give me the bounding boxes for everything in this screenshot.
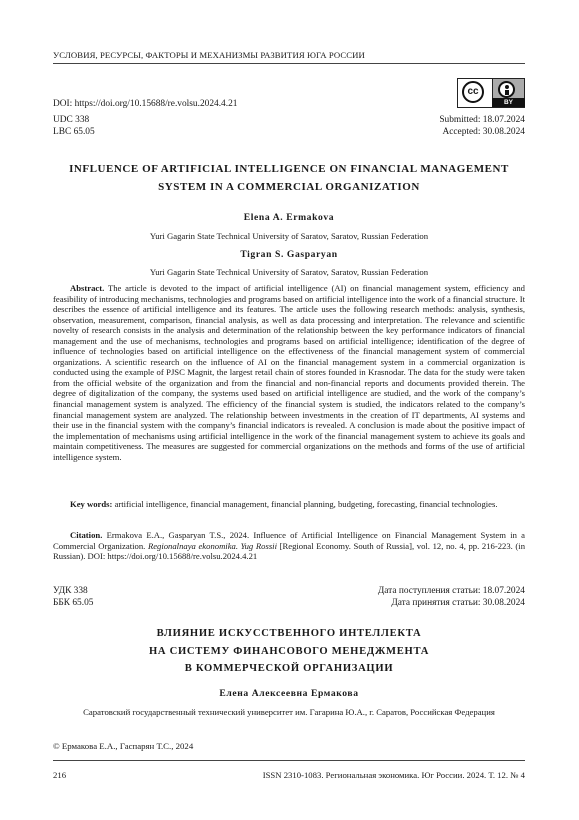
cc-icon: cc [462, 81, 484, 103]
doi-link[interactable]: DOI: https://doi.org/10.15688/re.volsu.2024.4.21 [53, 99, 238, 109]
citation [53, 530, 525, 562]
article-title-en [53, 160, 525, 196]
title-en-line-2: SYSTEM IN A COMMERCIAL ORGANIZATION [158, 181, 420, 193]
cc-section [458, 79, 493, 107]
cc-by-license-badge[interactable] [457, 78, 525, 108]
title-ru-line-2: НА СИСТЕМУ ФИНАНСОВОГО МЕНЕДЖМЕНТА [148, 645, 430, 657]
accepted-date: Accepted: 30.08.2024 [442, 127, 525, 137]
citation-text-1: Ermakova E.A., Gasparyan T.S., 2024. Influence of Artificial Intelligence on Financial Management System in a Commercial Organization. [53, 530, 526, 551]
submitted-date: Submitted: 18.07.2024 [439, 115, 525, 125]
title-ru-line-1: ВЛИЯНИЕ ИСКУССТВЕННОГО ИНТЕЛЛЕКТА [156, 628, 422, 639]
citation-label: Citation. [70, 530, 103, 540]
abstract [53, 283, 525, 462]
by-label: BY [492, 98, 525, 107]
udk-ru: УДК 338 [53, 586, 88, 596]
author-name-ru: Елена Алексеевна Ермакова [219, 688, 359, 699]
title-en-line-1: INFLUENCE OF ARTIFICIAL INTELLIGENCE ON FINANCIAL MANAGEMENT [69, 163, 509, 175]
keywords [53, 499, 525, 510]
footer-divider [53, 760, 525, 761]
attribution-person-icon [498, 81, 515, 98]
copyright: © Ермакова Е.А., Гаспарян Т.С., 2024 [53, 741, 194, 751]
running-header: УСЛОВИЯ, РЕСУРСЫ, ФАКТОРЫ И МЕХАНИЗМЫ РАЗВИТИЯ ЮГА РОССИИ [53, 50, 525, 64]
author-name-2: Tigran S. Gasparyan [240, 249, 338, 260]
page-number: 216 [53, 770, 67, 780]
citation-journal: Regionalnaya ekonomika. Yug Rossii [147, 540, 277, 551]
author-affiliation-1: Yuri Gagarin State Technical University of Saratov, Saratov, Russian Federation [149, 231, 429, 241]
author-affiliation-2: Yuri Gagarin State Technical University of Saratov, Saratov, Russian Federation [149, 267, 429, 277]
article-title-ru [53, 625, 525, 678]
citation-text-2: [Regional Economy. South of Russia], vol. 12, no. 4, pp. 216-223. (in Russian). DOI: https://doi.org/10.15688/re.volsu.2024.4.21 [53, 540, 526, 562]
accepted-date-ru: Дата принятия статьи: 30.08.2024 [391, 598, 525, 608]
title-ru-line-3: В КОММЕРЧЕСКОЙ ОРГАНИЗАЦИИ [184, 663, 394, 674]
footer-journal: ISSN 2310-1083. Региональная экономика. Юг России. 2024. Т. 12. № 4 [262, 770, 525, 780]
author-affiliation-ru: Саратовский государственный технический университет им. Гагарина Ю.А., г. Саратов, Российская Федерация [83, 707, 495, 717]
lbc: LBC 65.05 [53, 127, 95, 137]
keywords-text: artificial intelligence, financial management, financial planning, budgeting, forecasting, financial technologies. [114, 499, 498, 509]
author-name-1: Elena A. Ermakova [243, 212, 335, 223]
bbk-ru: ББК 65.05 [53, 598, 94, 608]
abstract-label: Abstract. [70, 283, 105, 293]
keywords-label: Key words: [70, 499, 113, 509]
abstract-text: The article is devoted to the impact of artificial intelligence (AI) on financial management system, efficiency and feasibility of introducing mechanisms, technologies and programs based on artificial intelligence into the work of a financial structure. It describes the essence of artificial intelligence and its features. The article uses the following research methods: analysis, synthesis, observation, measurement, comparison, financial analysis, as well as data processing and interpretation. The relevance and scientific novelty of research consists in the analysis and determination of the relationship between the key performance indicators of financial management and the use of mechanisms, technologies and programs based on artificial intelligence; identification of the degree of influence of technologies based on artificial intelligence on the effectiveness of the financial management system of commercial organizations. A scientific research on the influence of AI on the financial management system in a commercial organization is conducted using the example of PJSC Magnit, the largest retail chain of stores founded in Krasnodar. The data for the study were taken from the official website of the organization and from the financial and non-financial reports and documents provided therein. The degree of digitalization of the company, the systems used based on artificial intelligence are studied, and the work of the company’s financial management system is analyzed. The efficiency of the financial system is studied, the indicators related to the company’s financial management system are analyzed. The relationship between investments in the creation of IT departments, AI systems and their use in the financial system with the company’s financial indicators is revealed. A conclusion is made about the positive impact of the implementation of mechanisms using artificial intelligence in the work of the financial management system to achieve its goals and maintain competitiveness. The measures are suggested for commercial organizations on the methods and forms of the use of artificial intelligence system. [53, 283, 525, 462]
received-date-ru: Дата поступления статьи: 18.07.2024 [377, 586, 525, 596]
udc: UDC 338 [53, 115, 90, 125]
